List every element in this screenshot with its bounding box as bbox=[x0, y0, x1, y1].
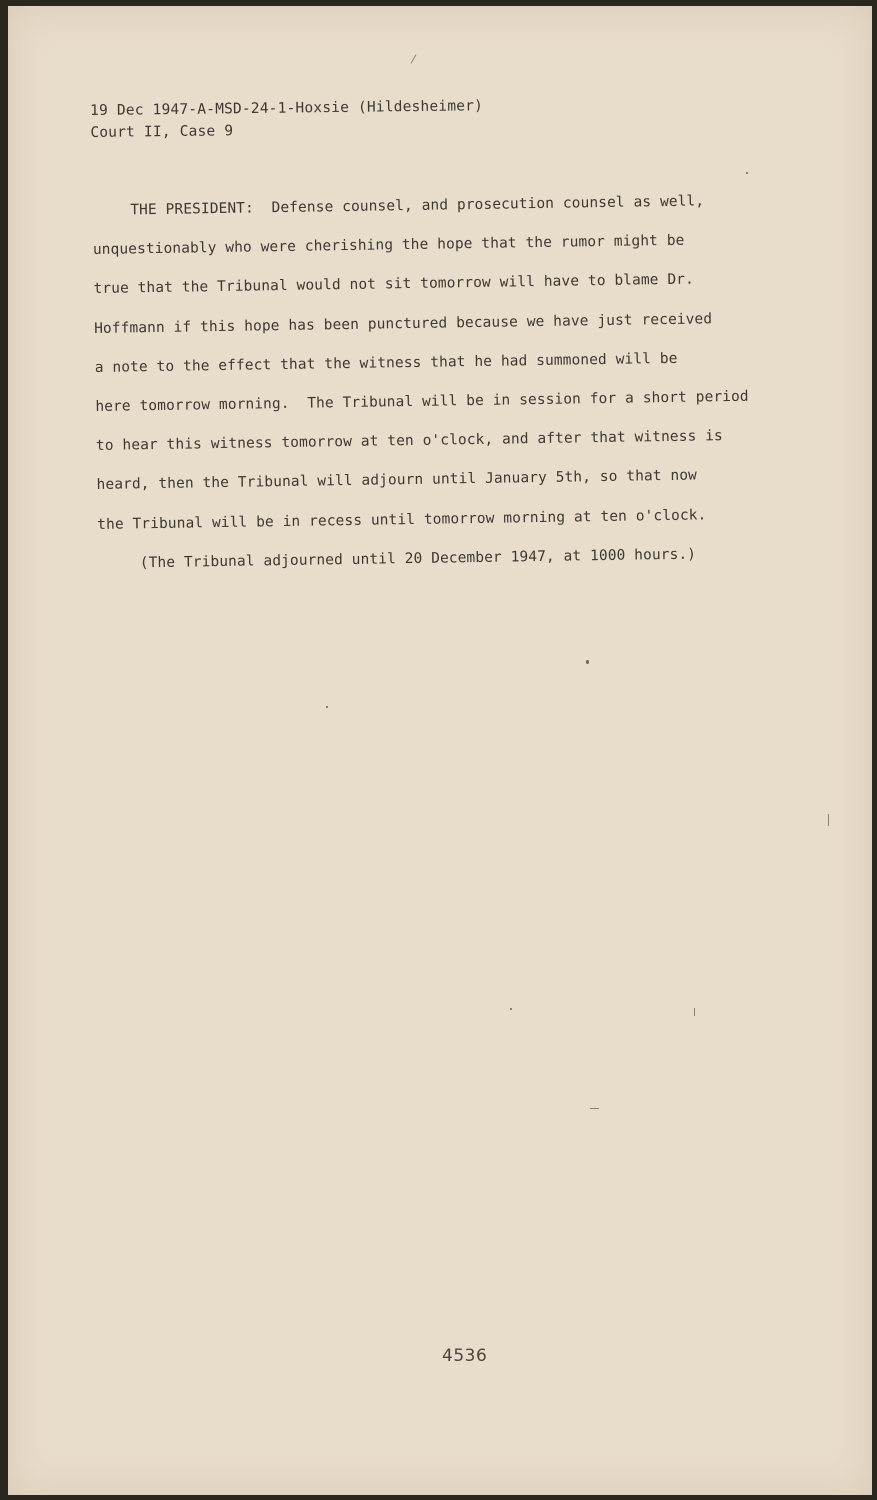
body-line: Hoffmann if this hope has been punctured because we have just received bbox=[94, 310, 713, 337]
paper-speck bbox=[510, 1008, 512, 1010]
body-line: the Tribunal will be in recess until tomorrow morning at ten o'clock. bbox=[97, 507, 707, 533]
paper-mark bbox=[411, 54, 417, 63]
body-line: here tomorrow morning. The Tribunal will be in session for a short period bbox=[95, 388, 749, 415]
paper-mark bbox=[590, 1108, 599, 1109]
paper-speck bbox=[746, 172, 748, 174]
paper-speck bbox=[326, 706, 328, 708]
document-header bbox=[90, 95, 483, 144]
paper-speck bbox=[586, 660, 589, 664]
page-number: 4536 bbox=[442, 1346, 488, 1366]
header-line-court-case: Court II, Case 9 bbox=[90, 123, 234, 141]
body-line: heard, then the Tribunal will adjourn until January 5th, so that now bbox=[96, 467, 698, 494]
body-line: true that the Tribunal would not sit tomorrow will have to blame Dr. bbox=[93, 271, 695, 298]
document-page bbox=[8, 6, 872, 1495]
body-line: unquestionably who were cherishing the hope that the rumor might be bbox=[92, 232, 685, 259]
document-body bbox=[92, 181, 828, 584]
body-line: a note to the effect that the witness that he had summoned will be bbox=[94, 350, 678, 376]
paper-mark bbox=[828, 814, 829, 826]
body-line: to hear this witness tomorrow at ten o'clock, and after that witness is bbox=[95, 428, 723, 455]
header-line-date-reference: 19 Dec 1947-A-MSD-24-1-Hoxsie (Hildesheimer) bbox=[90, 98, 484, 119]
adjournment-note: (The Tribunal adjourned until 20 December 1947, at 1000 hours.) bbox=[139, 546, 697, 572]
paper-mark bbox=[694, 1008, 695, 1016]
body-line: THE PRESIDENT: Defense counsel, and prosecution counsel as well, bbox=[130, 193, 705, 219]
